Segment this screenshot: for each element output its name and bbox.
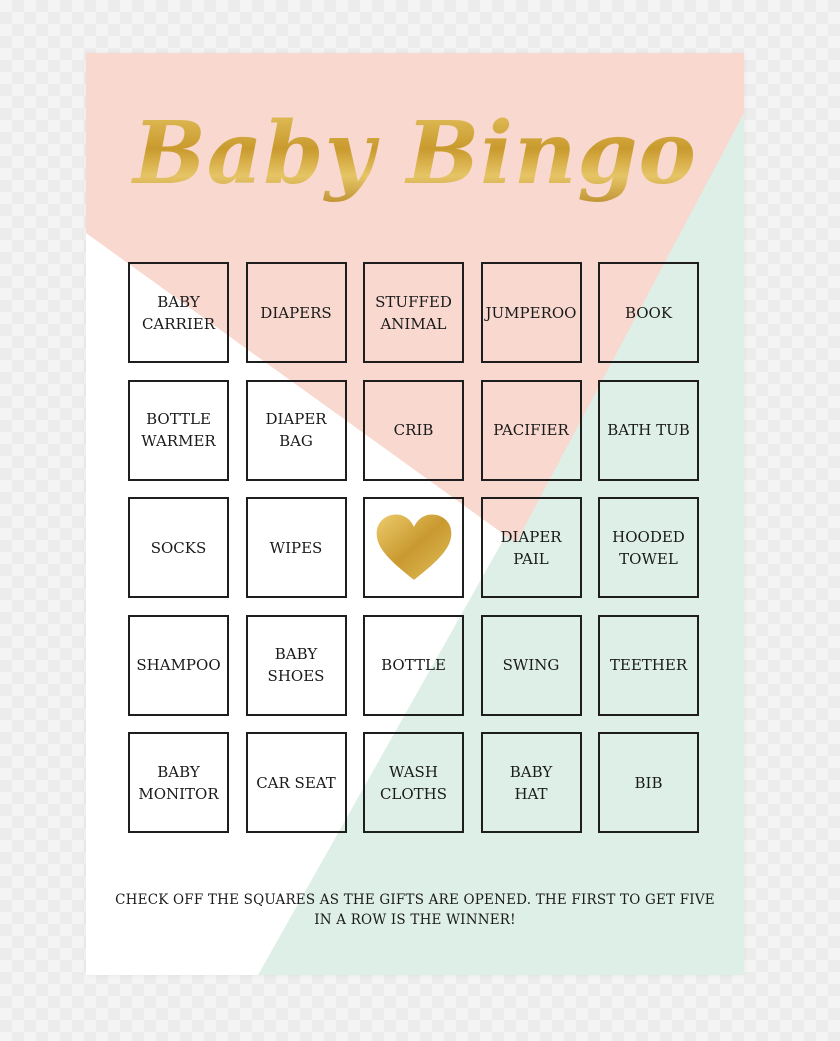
bingo-grid [128,262,703,837]
free-space-square[interactable] [363,497,464,598]
bingo-square-label: BATH TUB [607,421,690,439]
bingo-square-label: SWING [502,656,560,674]
bingo-square[interactable] [128,380,229,481]
bingo-square[interactable] [128,615,229,716]
bingo-square[interactable] [481,380,582,481]
bingo-square-label: BOTTLE [381,656,446,674]
bingo-square[interactable] [363,380,464,481]
bingo-square[interactable] [363,262,464,363]
heart-icon [375,513,453,583]
bingo-square[interactable] [246,497,347,598]
bingo-square-label: DIAPER PAIL [500,527,562,568]
bingo-square[interactable] [481,262,582,363]
bingo-square[interactable] [481,615,582,716]
bingo-square-label: DIAPER BAG [265,410,327,450]
bingo-square[interactable] [598,497,699,598]
bingo-square[interactable] [246,380,347,481]
page-title: Baby Bingo [86,99,744,209]
bingo-square[interactable] [246,262,347,363]
bingo-square-label: BABY SHOES [267,645,325,685]
bingo-square-label: STUFFED ANIMAL [375,292,452,333]
bingo-square[interactable] [128,262,229,363]
bingo-square-label: BIB [634,773,663,792]
bingo-square-label: CRIB [393,421,434,439]
bingo-square-label: BOTTLE WARMER [141,410,216,450]
bingo-square[interactable] [598,262,699,363]
instructions-text: CHECK OFF THE SQUARES AS THE GIFTS ARE OPENED. THE FIRST TO GET FIVE IN A ROW IS THE WINNER! [115,892,715,928]
bingo-square-label: SHAMPOO [136,656,221,674]
bingo-square-label: DIAPERS [260,303,332,322]
bingo-square-label: BABY MONITOR [138,762,219,803]
bingo-square[interactable] [598,615,699,716]
bingo-square[interactable] [128,732,229,833]
bingo-square[interactable] [598,380,699,481]
bingo-square-label: BOOK [624,303,673,322]
bingo-square[interactable] [128,497,229,598]
bingo-square-label: JUMPEROO [485,303,577,322]
bingo-square[interactable] [598,732,699,833]
bingo-square-label: BABY CARRIER [141,292,216,333]
bingo-square-label: WIPES [269,538,323,557]
bingo-square[interactable] [481,732,582,833]
bingo-square-label: WASH CLOTHS [379,762,448,803]
bingo-square[interactable] [363,615,464,716]
bingo-square-label: HOODED TOWEL [612,527,685,568]
bingo-square[interactable] [246,615,347,716]
bingo-square-label: BABY HAT [509,762,553,803]
bingo-square[interactable] [363,732,464,833]
bingo-square-label: TEETHER [609,656,688,674]
bingo-square[interactable] [481,497,582,598]
bingo-square[interactable] [246,732,347,833]
bingo-square-label: PACIFIER [493,421,569,439]
bingo-square-label: SOCKS [150,538,207,557]
bingo-card [86,53,744,975]
bingo-square-label: CAR SEAT [256,773,336,792]
